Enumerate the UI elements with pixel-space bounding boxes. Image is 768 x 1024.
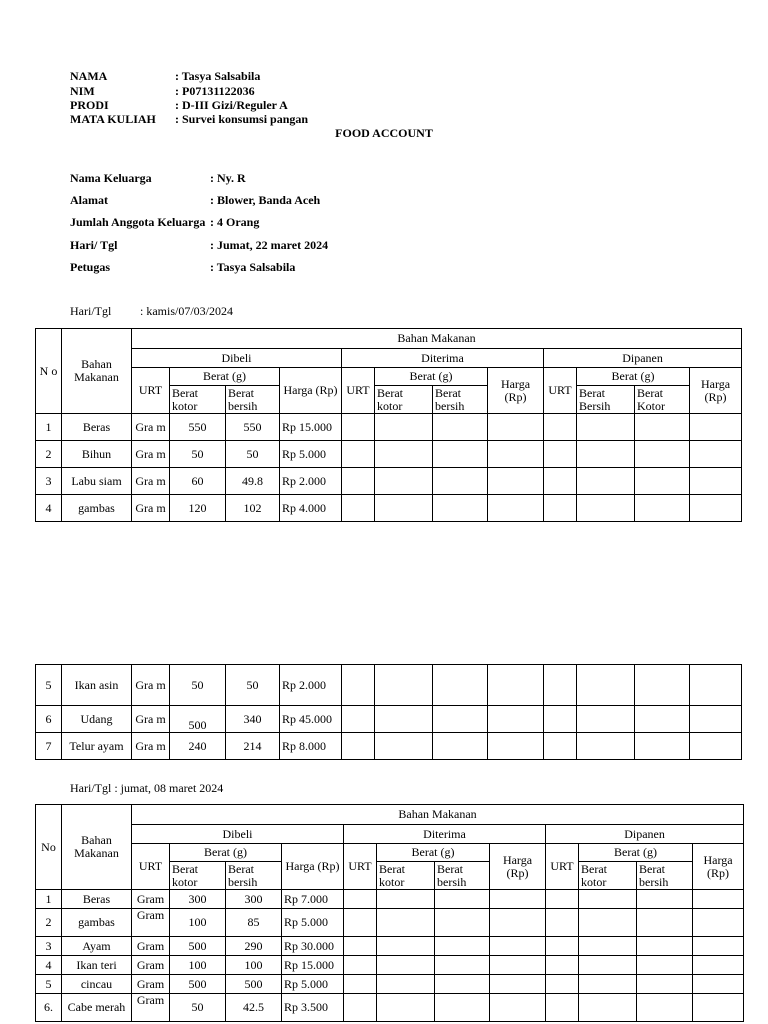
header-berat-bersih: Berat bersih	[226, 386, 280, 414]
table-row: 4 Ikan teri Gram 100 100 Rp 15.000	[36, 956, 744, 975]
header-urt: URT	[544, 368, 577, 414]
header-urt: URT	[132, 844, 170, 890]
table-row: 5 Ikan asin Gra m 50 50 Rp 2.000	[36, 665, 742, 706]
header-no: No	[36, 805, 62, 890]
food-table-day1	[35, 328, 742, 522]
field-label-matakuliah: MATA KULIAH	[70, 112, 156, 126]
header-no: N o	[36, 329, 62, 414]
header-dibeli: Dibeli	[132, 349, 342, 368]
food-table-day2	[35, 804, 744, 1022]
field-value-nama: : Tasya Salsabila	[175, 69, 261, 83]
header-dipanen: Dipanen	[546, 825, 744, 844]
header-berat: Berat (g)	[170, 368, 280, 386]
family-label-petugas: Petugas	[70, 260, 110, 274]
food-table-day1-cont	[35, 664, 742, 760]
family-value-nama: : Ny. R	[210, 171, 246, 185]
header-dipanen: Dipanen	[544, 349, 742, 368]
header-urt: URT	[546, 844, 579, 890]
header-berat: Berat (g)	[375, 368, 488, 386]
header-diterima: Diterima	[344, 825, 546, 844]
table-row: 2 Bihun Gra m 50 50 Rp 5.000	[36, 441, 742, 468]
header-berat: Berat (g)	[170, 844, 282, 862]
header-berat-bersih: Berat bersih	[637, 862, 693, 890]
table-row: 6 Udang Gra m 500 340 Rp 45.000	[36, 706, 742, 733]
header-berat-bersih: Berat Bersih	[577, 386, 635, 414]
header-berat: Berat (g)	[579, 844, 693, 862]
header-berat-bersih: Berat bersih	[435, 862, 490, 890]
header-harga: Harga (Rp)	[280, 368, 342, 414]
header-bahan: Bahan Makanan	[62, 805, 132, 890]
family-value-petugas: : Tasya Salsabila	[210, 260, 296, 274]
day1-date: : kamis/07/03/2024	[140, 304, 233, 318]
family-value-hari: : Jumat, 22 maret 2024	[210, 238, 329, 252]
header-urt: URT	[342, 368, 375, 414]
table-row: 5 cincau Gram 500 500 Rp 5.000	[36, 975, 744, 994]
table-row: 4 gambas Gra m 120 102 Rp 4.000	[36, 495, 742, 522]
field-label-prodi: PRODI	[70, 98, 109, 112]
header-urt: URT	[344, 844, 377, 890]
family-label-alamat: Alamat	[70, 193, 108, 207]
field-label-nim: NIM	[70, 84, 95, 98]
header-berat-kotor: Berat kotor	[375, 386, 433, 414]
header-berat-kotor: Berat kotor	[579, 862, 637, 890]
header-bahan: Bahan Makanan	[62, 329, 132, 414]
header-diterima: Diterima	[342, 349, 544, 368]
header-berat-bersih: Berat bersih	[433, 386, 488, 414]
table-row: 1 Beras Gram 300 300 Rp 7.000	[36, 890, 744, 909]
header-berat-kotor: Berat kotor	[170, 386, 226, 414]
header-urt: URT	[132, 368, 170, 414]
field-value-nim: : P07131122036	[175, 84, 255, 98]
header-berat-kotor: Berat Kotor	[635, 386, 690, 414]
header-harga: Harga (Rp)	[690, 368, 742, 414]
family-label-jumlah: Jumlah Anggota Keluarga	[70, 215, 206, 229]
header-berat-bersih: Berat bersih	[226, 862, 282, 890]
table-row: 6. Cabe merah Gram 50 42.5 Rp 3.500	[36, 994, 744, 1022]
day2-label: Hari/Tgl : jumat, 08 maret 2024	[70, 781, 224, 795]
header-group: Bahan Makanan	[132, 329, 742, 349]
header-harga: Harga (Rp)	[490, 844, 546, 890]
header-berat: Berat (g)	[377, 844, 490, 862]
family-value-alamat: : Blower, Banda Aceh	[210, 193, 321, 207]
day1-label: Hari/Tgl	[70, 304, 112, 318]
header-dibeli: Dibeli	[132, 825, 344, 844]
header-berat-kotor: Berat kotor	[377, 862, 435, 890]
table-row: 3 Ayam Gram 500 290 Rp 30.000	[36, 937, 744, 956]
header-harga: Harga (Rp)	[282, 844, 344, 890]
family-value-jumlah: : 4 Orang	[210, 215, 260, 229]
header-group: Bahan Makanan	[132, 805, 744, 825]
table-row: 1 Beras Gra m 550 550 Rp 15.000	[36, 414, 742, 441]
header-harga: Harga (Rp)	[488, 368, 544, 414]
table-row: 3 Labu siam Gra m 60 49.8 Rp 2.000	[36, 468, 742, 495]
field-label-nama: NAMA	[70, 69, 108, 83]
family-label-hari: Hari/ Tgl	[70, 238, 118, 252]
table-row: 2 gambas Gram 100 85 Rp 5.000	[36, 909, 744, 937]
page-title: FOOD ACCOUNT	[335, 126, 433, 140]
field-value-prodi: : D-III Gizi/Reguler A	[175, 98, 288, 112]
table-row: 7 Telur ayam Gra m 240 214 Rp 8.000	[36, 733, 742, 760]
family-label-nama: Nama Keluarga	[70, 171, 152, 185]
field-value-matakuliah: : Survei konsumsi pangan	[175, 112, 309, 126]
header-berat: Berat (g)	[577, 368, 690, 386]
header-berat-kotor: Berat kotor	[170, 862, 226, 890]
header-harga: Harga (Rp)	[693, 844, 744, 890]
